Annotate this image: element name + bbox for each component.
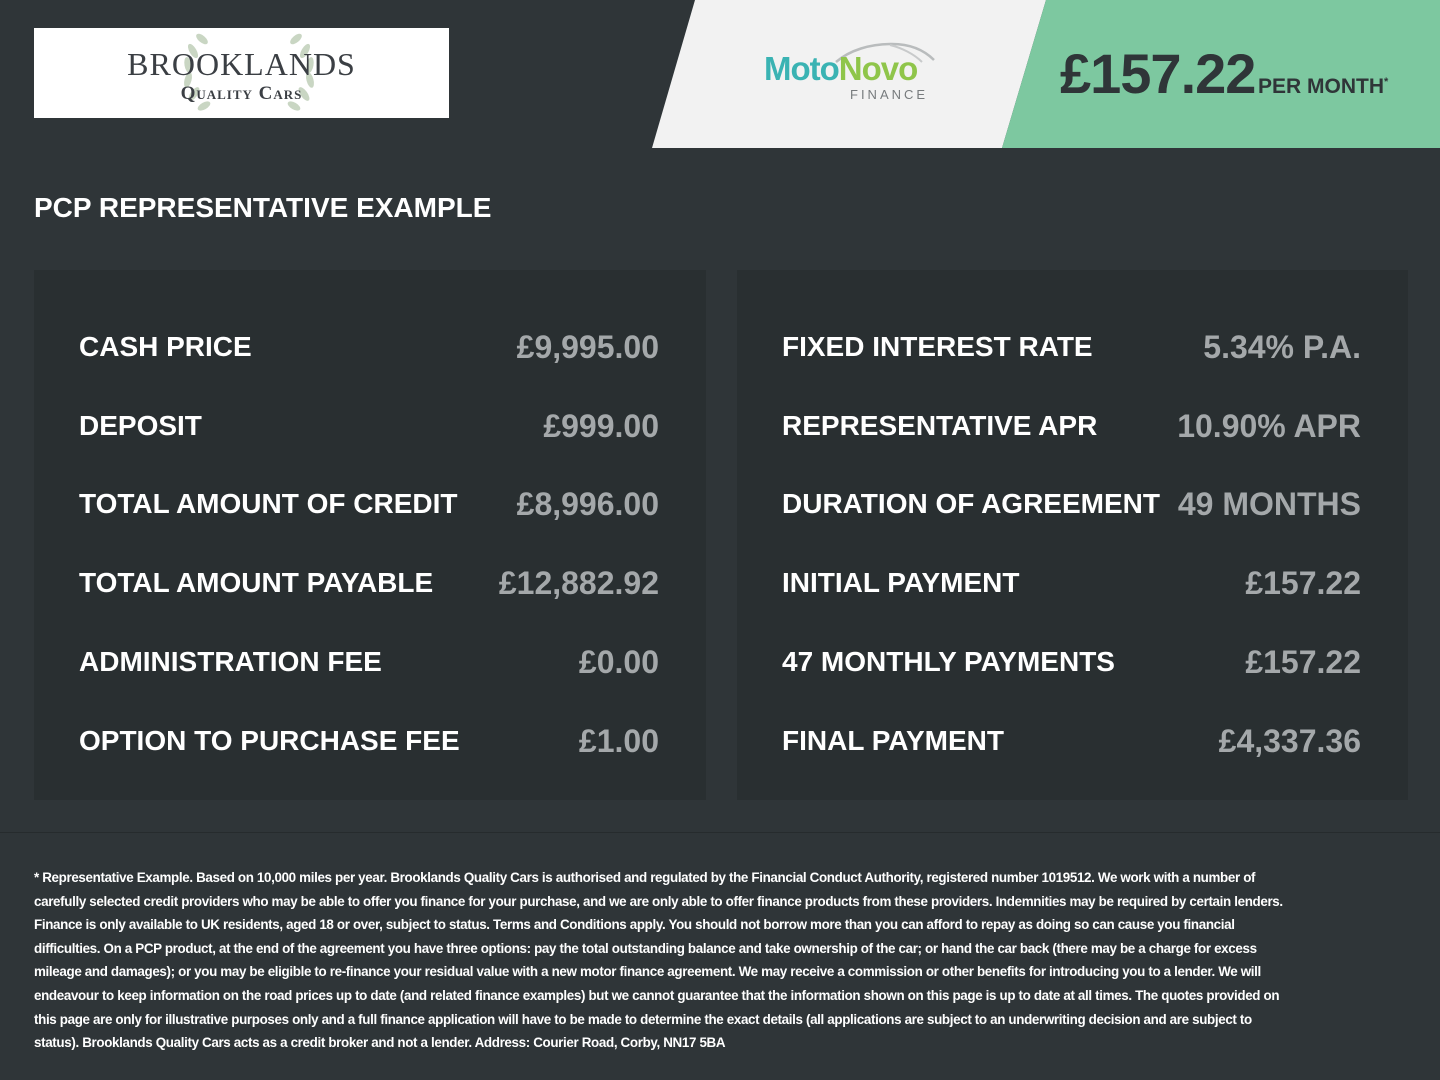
row-value: £157.22 bbox=[1245, 644, 1361, 680]
row-option-fee bbox=[79, 719, 659, 759]
row-label: 47 MONTHLY PAYMENTS bbox=[782, 646, 1115, 677]
row-label: INITIAL PAYMENT bbox=[782, 567, 1020, 598]
monthly-price: £157.22 bbox=[1060, 42, 1256, 105]
row-value: £1.00 bbox=[578, 723, 659, 759]
row-final-payment bbox=[782, 719, 1361, 759]
monthly-unit-text: PER MONTH bbox=[1258, 75, 1384, 98]
row-label: FINAL PAYMENT bbox=[782, 725, 1004, 756]
row-initial-payment bbox=[782, 561, 1361, 601]
finance-logo-part1: Moto bbox=[764, 50, 839, 87]
row-label: TOTAL AMOUNT PAYABLE bbox=[79, 567, 434, 598]
row-value: 10.90% APR bbox=[1177, 408, 1361, 444]
row-deposit bbox=[79, 404, 659, 444]
legal-footnote: * Representative Example. Based on 10,000 miles per year. Brooklands Quality Cars is authorised and regulated by the Financial Conduct Authority, registered number 1019512. We work with a number of carefully selected credit providers who may be able to offer you finance for your purchase, and we are only able to offer finance products from these providers. Indemnities may be required by certain lenders. Finance is only available to UK residents, aged 18 or over, subject to status. Terms and Conditions apply. You should not borrow more than you can afford to repay as doing so can cause you financial difficulties. On a PCP product, at the end of the agreement you have three options: pay the total outstanding balance and take ownership of the car; or hand the car back (there may be a charge for excess mileage and damages); or you may be eligible to re-finance your residual value with a new motor finance agreement. We may receive a commission or other benefits for introducing you to a lender. We will endeavour to keep information on the road prices up to date (and related finance examples) but we cannot guarantee that the information shown on this page is up to date at all times. The quotes provided on this page are only for illustrative purposes only and a full finance application will have to be made to determine the exact details (all applications are subject to an underwriting decision and are subject to status). Brooklands Quality Cars acts as a credit broker and not a lender. Address: Courier Road, Corby, NN17 5BA bbox=[34, 870, 1283, 1051]
header bbox=[0, 0, 1440, 148]
footer-divider bbox=[0, 832, 1440, 833]
row-total-payable bbox=[79, 561, 659, 601]
finance-logo-wordmark bbox=[764, 52, 917, 85]
dealer-logo-tagline: Quality Cars bbox=[180, 83, 303, 104]
row-label: CASH PRICE bbox=[79, 331, 252, 362]
page-title: PCP REPRESENTATIVE EXAMPLE bbox=[34, 192, 492, 223]
finance-logo-part2: Novo bbox=[838, 50, 918, 87]
row-value: 5.34% P.A. bbox=[1203, 329, 1361, 365]
finance-details-right bbox=[737, 270, 1408, 800]
dealer-logo-name: BROOKLANDS bbox=[127, 46, 356, 82]
row-admin-fee bbox=[79, 640, 659, 680]
row-label: FIXED INTEREST RATE bbox=[782, 331, 1093, 362]
row-value: £157.22 bbox=[1245, 565, 1361, 601]
monthly-price-unit bbox=[1258, 76, 1388, 97]
row-total-credit bbox=[79, 482, 659, 522]
row-monthly-payments bbox=[782, 640, 1361, 680]
row-label: DURATION OF AGREEMENT bbox=[782, 488, 1160, 519]
monthly-unit-marker: * bbox=[1384, 76, 1389, 88]
row-value: £9,995.00 bbox=[516, 329, 659, 365]
row-value: £12,882.92 bbox=[498, 565, 659, 601]
row-apr bbox=[782, 404, 1361, 444]
finance-details-left bbox=[34, 270, 706, 800]
finance-logo-sub: FINANCE bbox=[850, 87, 929, 102]
row-cash-price bbox=[79, 325, 659, 365]
finance-logo bbox=[764, 40, 944, 108]
dealer-logo bbox=[34, 28, 449, 118]
row-value: £4,337.36 bbox=[1218, 723, 1361, 759]
row-duration bbox=[782, 482, 1361, 522]
row-label: ADMINISTRATION FEE bbox=[79, 646, 382, 677]
row-label: REPRESENTATIVE APR bbox=[782, 410, 1098, 441]
row-value: 49 MONTHS bbox=[1177, 486, 1361, 522]
row-interest-rate bbox=[782, 325, 1361, 365]
row-value: £8,996.00 bbox=[516, 486, 659, 522]
row-label: OPTION TO PURCHASE FEE bbox=[79, 725, 460, 756]
row-label: DEPOSIT bbox=[79, 410, 202, 441]
row-value: £999.00 bbox=[543, 408, 659, 444]
row-value: £0.00 bbox=[578, 644, 659, 680]
row-label: TOTAL AMOUNT OF CREDIT bbox=[79, 488, 458, 519]
